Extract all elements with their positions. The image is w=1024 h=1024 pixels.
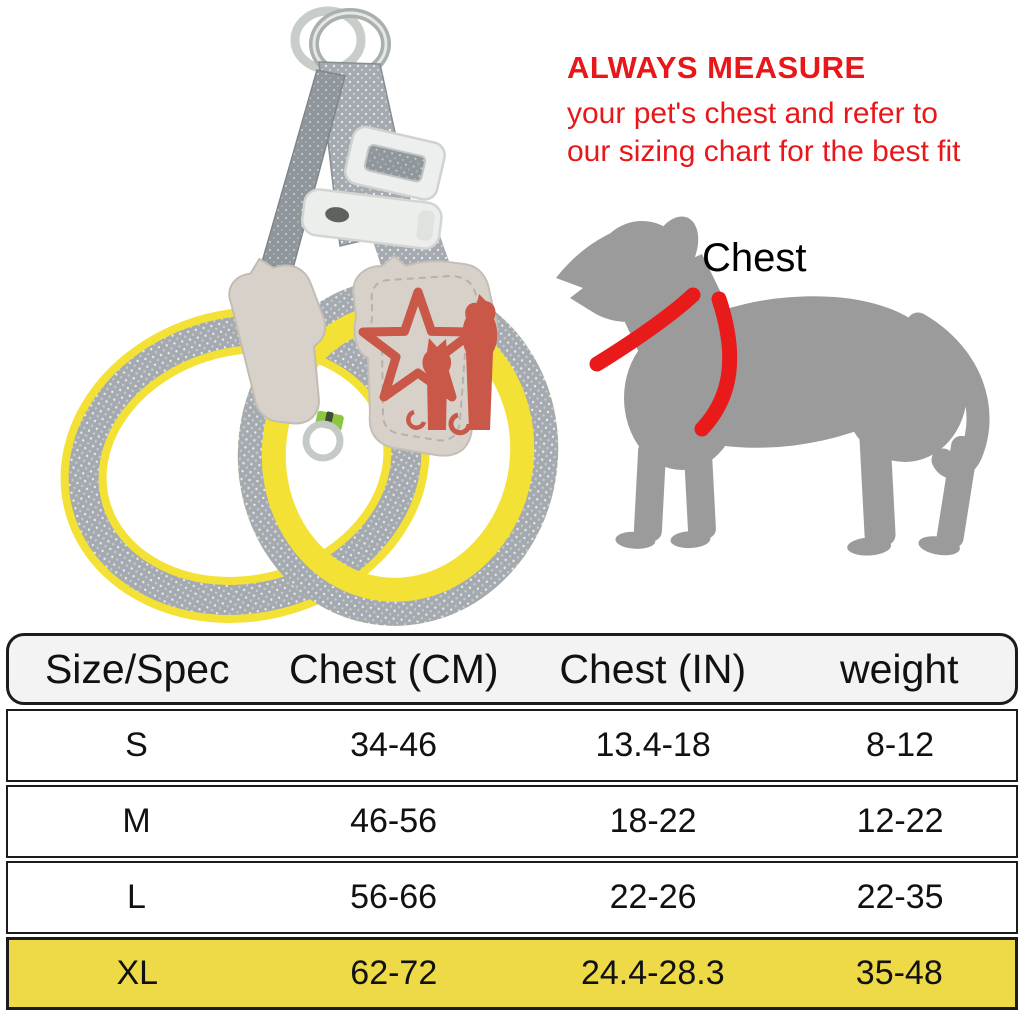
- cell-chest-cm: 62-72: [350, 954, 438, 992]
- notice-line-2: our sizing chart for the best fit: [567, 135, 961, 168]
- header-chest-in: Chest (IN): [559, 645, 747, 692]
- cell-weight: 8-12: [866, 726, 935, 764]
- header-weight: weight: [840, 645, 959, 692]
- cell-weight: 12-22: [856, 802, 944, 840]
- cell-chest-cm: 56-66: [350, 878, 438, 916]
- size-row-l: [6, 861, 1018, 934]
- cell-chest-in: 22-26: [609, 878, 697, 916]
- cell-chest-cm: 46-56: [350, 802, 438, 840]
- size-row-m: [6, 785, 1018, 858]
- measure-notice: [567, 50, 1019, 171]
- notice-line-1: your pet's chest and refer to: [567, 97, 938, 130]
- cell-chest-cm: 34-46: [350, 726, 438, 764]
- cell-size: S: [125, 726, 148, 764]
- header-chest-cm: Chest (CM): [288, 645, 499, 692]
- cell-size: XL: [116, 954, 159, 992]
- chest-label: Chest: [702, 236, 807, 280]
- size-row-s: [6, 709, 1018, 782]
- size-row-xl: [6, 937, 1018, 1010]
- measurement-diagram: [550, 196, 1020, 608]
- size-chart-header-row: [6, 633, 1018, 705]
- cell-weight: 22-35: [856, 878, 944, 916]
- size-chart-table: [6, 633, 1018, 1010]
- cell-weight: 35-48: [855, 954, 943, 992]
- size-chart-body: [6, 709, 1018, 1010]
- harness-product-photo: [20, 0, 560, 630]
- cell-chest-in: 24.4-28.3: [580, 954, 725, 992]
- cell-size: M: [122, 802, 151, 840]
- cell-chest-in: 13.4-18: [595, 726, 711, 764]
- cell-size: L: [127, 878, 146, 916]
- header-size-spec: Size/Spec: [44, 645, 230, 692]
- notice-title: ALWAYS MEASURE: [567, 50, 866, 85]
- cell-chest-in: 18-22: [609, 802, 697, 840]
